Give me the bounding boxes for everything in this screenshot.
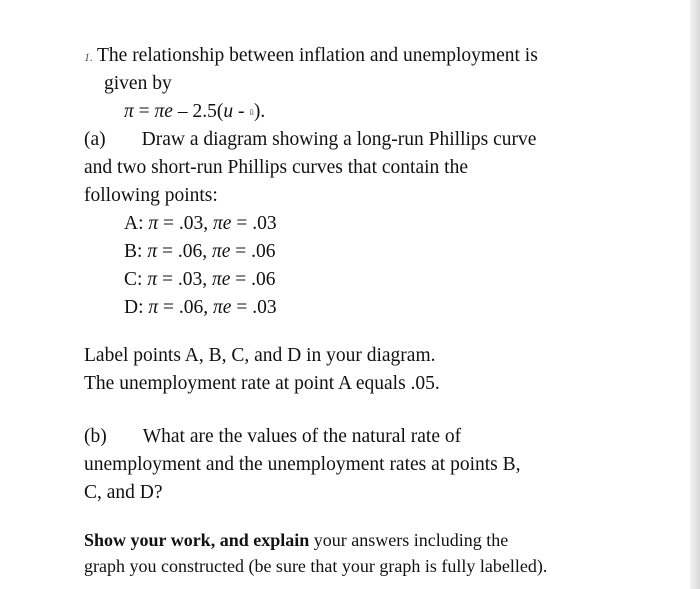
point-d-name: D:: [124, 297, 144, 318]
label-points-line: Label points A, B, C, and D in your diagram.: [84, 345, 436, 366]
instructions-line-2: graph you constructed (be sure that your graph is fully labelled).: [84, 556, 548, 576]
instructions-line-1: [84, 527, 508, 555]
part-a-label: (a): [84, 129, 106, 150]
eq-pi: π: [124, 101, 134, 122]
point-b-name: B:: [124, 241, 143, 262]
point-d-pie: .03: [252, 297, 277, 318]
question-number: 1.: [84, 50, 93, 64]
eq-pie: πe: [154, 101, 173, 122]
point-d-pi: .06,: [178, 297, 209, 318]
point-a-name: A:: [124, 213, 144, 234]
point-a-pie: .03: [252, 213, 277, 234]
part-a-line-3: following points:: [84, 185, 218, 206]
instructions-rest: your answers including the: [309, 530, 509, 550]
part-b-line-3: C, and D?: [84, 482, 163, 503]
intro-line-2: given by: [104, 73, 172, 94]
eq-u: u: [223, 101, 234, 122]
eq-equals: =: [133, 101, 155, 122]
unemployment-line: The unemployment rate at point A equals .05.: [84, 373, 440, 394]
point-a: A: π = .03, πe = .03: [124, 213, 277, 234]
point-c-pi: .03,: [177, 269, 208, 290]
part-a-line-2: and two short-run Phillips curves that contain the: [84, 157, 468, 178]
eq-close: ).: [253, 101, 266, 122]
page-edge-shadow: [690, 0, 700, 589]
eq-ubar: ū: [249, 106, 254, 117]
point-b-pi: .06,: [177, 241, 208, 262]
equation: [124, 98, 265, 126]
eq-rest: – 2.5(: [172, 101, 224, 122]
point-a-pi: .03,: [178, 213, 209, 234]
intro-text-1: The relationship between inflation and unemployment is: [97, 45, 538, 66]
point-d: D: π = .06, πe = .03: [124, 297, 277, 318]
intro-line-1: [84, 42, 538, 72]
part-a-text-1: Draw a diagram showing a long-run Phillips curve: [141, 129, 537, 150]
point-c: C: π = .03, πe = .06: [124, 269, 276, 290]
part-b-text-1: What are the values of the natural rate of: [142, 426, 462, 447]
part-a-line-1: [84, 126, 536, 154]
point-c-name: C:: [124, 269, 143, 290]
instructions-bold: Show your work, and explain: [84, 530, 310, 550]
part-b-label: (b): [84, 426, 107, 447]
point-b: B: π = .06, πe = .06: [124, 241, 276, 262]
part-b-line-2: unemployment and the unemployment rates at points B,: [84, 454, 521, 475]
part-b-line-1: [84, 423, 461, 451]
eq-minus: -: [233, 101, 250, 122]
point-c-pie: .06: [251, 269, 276, 290]
point-b-pie: .06: [251, 241, 276, 262]
